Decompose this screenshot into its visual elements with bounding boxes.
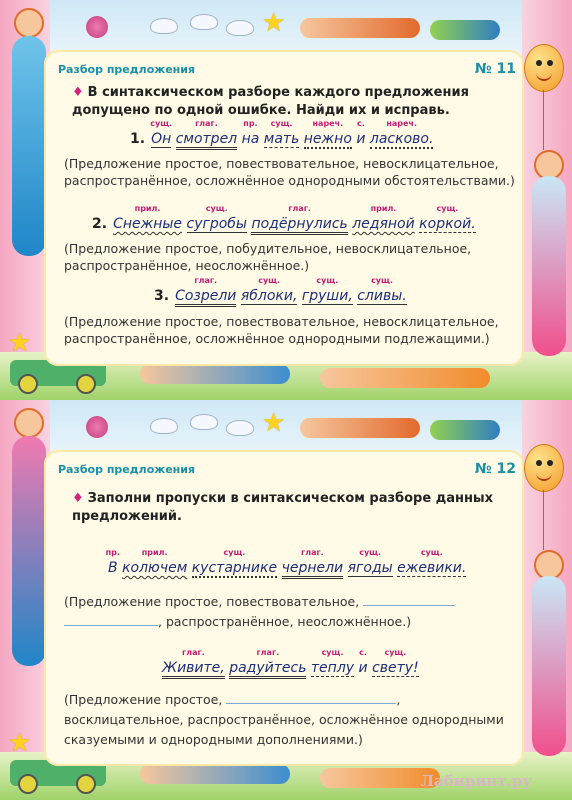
analysis-text: (Предложение простое, повествовательное, [64,594,360,609]
word-text: и [358,660,368,676]
star-icon: ★ [8,728,32,758]
sentence-1 [130,119,434,150]
bird-icon [150,418,178,434]
part-of-speech-label: сущ. [321,648,344,657]
smiley-balloon-icon [524,444,564,492]
sentence-word [162,648,225,679]
word-text: теплу [310,660,355,676]
part-of-speech-label: с. [359,648,367,657]
sentence-word [122,548,188,576]
part-of-speech-label: сущ. [359,548,382,557]
part-of-speech-label: пр. [243,119,258,128]
sentence-word [150,119,173,148]
section-title: Разбор предложения [58,63,196,76]
word-text: Живите, [162,660,225,676]
boy-reading-illustration [140,364,290,384]
part-of-speech-label: глаг. [182,648,205,657]
sentence-number: 2. [92,216,108,232]
word-text: мать [263,131,300,147]
sentence-word [352,204,415,232]
word-text: смотрел [175,131,238,147]
part-of-speech-label: сущ. [436,204,459,213]
card-header [58,63,516,79]
word-text: колючем [122,560,188,576]
part-of-speech-label: сущ. [371,276,393,285]
bird-icon [226,420,254,436]
part-of-speech-label: глаг. [194,276,218,285]
sentence-word [301,276,353,305]
part-of-speech-label: нареч. [386,119,417,128]
word-text: сливы. [357,288,407,304]
sentence-word [175,119,238,150]
word-text: Он [151,131,172,147]
boy-illustration [430,420,500,440]
sentence-word [281,548,344,579]
part-of-speech-label: сущ. [223,548,246,557]
sentence-word [191,548,278,578]
analysis-2: (Предложение простое, побудительное, невосклицательное, распространённое, неосложнённое.) [64,241,472,273]
word-text: Созрели [175,288,237,304]
exercise-number: № 11 [474,61,516,77]
balloon-string [543,90,544,150]
section-title: Разбор предложения [58,463,196,476]
analysis-3: (Предложение простое, повествовательное, невосклицательное, распространённое, осложнённое однородными подлежащими.) [64,314,499,346]
bird-icon [150,18,178,34]
word-text: нежно [303,131,352,147]
sentence-number: 3. [154,288,170,304]
sentence-word [186,204,247,233]
sentence-word [251,204,348,235]
task-text [72,84,518,120]
word-text: ягоды [347,560,393,576]
bird-icon [226,20,254,36]
sentence-word [303,119,352,149]
diamond-bullet-icon: ♦ [72,85,84,100]
smiley-balloon-icon [524,44,564,92]
bird-icon [190,414,218,430]
part-of-speech-label: прил. [141,548,168,557]
sentence-word [175,276,237,307]
boy-illustration [430,20,500,40]
word-text: кустарнике [191,560,278,576]
task-instruction: Заполни пропуски в синтаксическом разборе данных предложений. [72,491,494,524]
task-text [72,490,518,526]
word-text: свету! [372,660,419,676]
sentence-1 [105,548,467,579]
part-of-speech-label: сущ. [384,648,407,657]
sentence-word [310,648,355,677]
part-of-speech-label: глаг. [195,119,218,128]
sentence-word [263,119,300,148]
boy-lying-illustration [300,418,420,438]
sentence-word [241,119,260,147]
analysis-text: , распространённое, неосложнённое.) [158,614,412,629]
star-icon: ★ [8,328,32,358]
bird-icon [190,14,218,30]
watermark: Лабиринт.ру [420,772,532,790]
word-text: радуйтесь [229,660,307,676]
word-text: подёрнулись [251,216,348,232]
word-text: ласково. [369,131,434,147]
word-text: В [108,560,118,576]
sentence-word [356,119,366,147]
sentence-word [347,548,393,577]
word-text: коркой. [419,216,476,232]
sentence-word [113,204,183,232]
part-of-speech-label: сущ. [420,548,443,557]
part-of-speech-label: сущ. [316,276,339,285]
word-text: яблоки, [240,288,298,304]
part-of-speech-label: прил. [134,204,161,213]
part-of-speech-label: глаг. [301,548,324,557]
sentence-2 [162,648,419,679]
star-icon: ★ [262,8,286,38]
word-text: чернели [281,560,344,576]
part-of-speech-label: прил. [370,204,397,213]
part-of-speech-label: нареч. [312,119,344,128]
analysis-text: (Предложение простое, [64,692,223,707]
balloon-string [543,490,544,550]
word-text: ежевики. [397,560,467,576]
card-header [58,463,516,479]
boy-lying-illustration [320,368,490,388]
word-text: и [356,131,366,147]
sentence-3 [154,276,407,307]
part-of-speech-label: сущ. [150,119,173,128]
answer-blank[interactable] [226,691,396,704]
diamond-bullet-icon: ♦ [72,491,84,506]
analysis-1: (Предложение простое, повествовательное, невосклицательное, распространённое, осложнённое однородными обстоятельствами.) [64,156,515,188]
sentence-number: 1. [130,131,146,147]
word-text: ледяной [352,216,415,232]
task-instruction: В синтаксическом разборе каждого предложения допущено по одной ошибке. Найди их и исправь. [72,85,469,118]
sentence-word [397,548,467,577]
part-of-speech-label: с. [357,119,365,128]
part-of-speech-label: сущ. [258,276,281,285]
answer-blank[interactable] [64,613,158,626]
part-of-speech-label: сущ. [205,204,228,213]
analysis-1 [64,592,518,632]
sentence-2 [92,204,476,235]
sentence-word [357,276,407,305]
word-text: сугробы [186,216,247,232]
exercise-card-12 [0,400,572,800]
star-icon: ★ [262,408,286,438]
part-of-speech-label: пр. [105,548,120,557]
part-of-speech-label: сущ. [270,119,293,128]
analysis-text: , восклицательное, распространённое, осложнённое однородными сказуемыми и однородными дополнениями.) [64,692,504,747]
part-of-speech-label: глаг. [256,648,280,657]
yarn-ball-icon [86,416,108,438]
sentence-word [229,648,307,679]
sentence-word [358,648,368,676]
boy-reading-illustration [140,764,290,784]
sentence-word [369,119,434,149]
analysis-2 [64,690,518,750]
word-text: Снежные [113,216,183,232]
sentence-word [419,204,476,233]
boy-lying-illustration [300,18,420,38]
word-text: на [241,131,260,147]
yarn-ball-icon [86,16,108,38]
answer-blank[interactable] [363,593,455,606]
part-of-speech-label: глаг. [288,204,311,213]
sentence-word [240,276,298,305]
exercise-number: № 12 [474,461,516,477]
sentence-word [372,648,419,677]
word-text: груши, [301,288,353,304]
sentence-word [105,548,120,576]
